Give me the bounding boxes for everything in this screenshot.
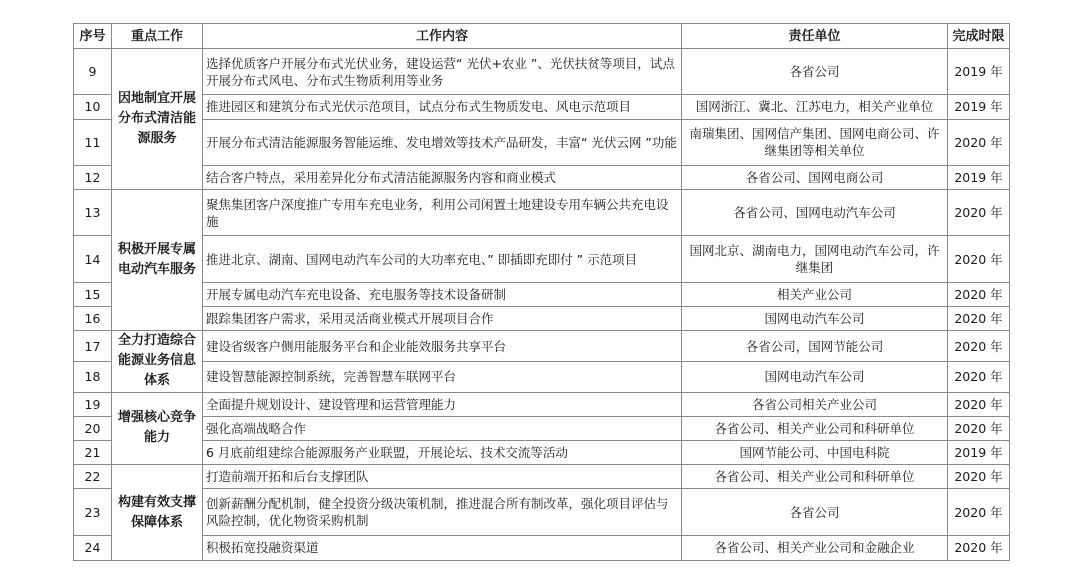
table-row (74, 416, 1010, 440)
row-content: 推进北京、湖南、国网电动汽车公司的大功率充电、” 即插即充即付 ” 示范项目 (203, 236, 682, 282)
row-no: 17 (74, 331, 112, 362)
table-row (74, 535, 1010, 560)
table-row (74, 307, 1010, 331)
row-content: 结合客户特点，采用差异化分布式清洁能源服务内容和商业模式 (203, 165, 682, 189)
header-focus: 重点工作 (112, 24, 203, 49)
row-content: 建设省级客户侧用能服务平台和企业能效服务共享平台 (203, 331, 682, 362)
table-row (74, 49, 1010, 95)
row-no: 18 (74, 361, 112, 392)
row-time: 2019 年 (948, 441, 1010, 465)
row-time: 2020 年 (948, 307, 1010, 331)
row-no: 11 (74, 119, 112, 165)
row-unit: 国网电动汽车公司 (682, 361, 948, 392)
category-cell: 全力打造综合能源业务信息体系 (112, 331, 203, 392)
table-row (74, 165, 1010, 189)
row-no: 12 (74, 165, 112, 189)
row-time: 2020 年 (948, 361, 1010, 392)
row-unit: 国网电动汽车公司 (682, 307, 948, 331)
row-time: 2019 年 (948, 49, 1010, 95)
row-time: 2019 年 (948, 165, 1010, 189)
row-content: 推进园区和建筑分布式光伏示范项目，试点分布式生物质发电、风电示范项目 (203, 95, 682, 119)
row-unit: 各省公司 (682, 49, 948, 95)
category-cell: 构建有效支撑保障体系 (112, 465, 203, 561)
row-content: 创新薪酬分配机制，健全投资分级决策机制，推进混合所有制改革，强化项目评估与风险控制，优化物资采购机制 (203, 489, 682, 535)
row-content: 跟踪集团客户需求，采用灵活商业模式开展项目合作 (203, 307, 682, 331)
row-content: 选择优质客户开展分布式光伏业务，建设运营“ 光伏+农业 ”、光伏扶贫等项目，试点开展分布式风电、分布式生物质利用等业务 (203, 49, 682, 95)
table-row (74, 282, 1010, 306)
row-no: 23 (74, 489, 112, 535)
row-unit: 南瑞集团、国网信产集团、国网电商公司、许继集团等相关单位 (682, 119, 948, 165)
row-content: 开展分布式清洁能源服务智能运维、发电增效等技术产品研发，丰富“ 光伏云网 ”功能 (203, 119, 682, 165)
row-unit: 相关产业公司 (682, 282, 948, 306)
header-row (74, 24, 1010, 49)
row-time: 2020 年 (948, 535, 1010, 560)
row-no: 9 (74, 49, 112, 95)
table-row (74, 489, 1010, 535)
row-unit: 各省公司相关产业公司 (682, 392, 948, 416)
row-unit: 各省公司、国网电动汽车公司 (682, 190, 948, 236)
table-row (74, 119, 1010, 165)
row-content: 6 月底前组建综合能源服务产业联盟，开展论坛、技术交流等活动 (203, 441, 682, 465)
row-time: 2020 年 (948, 465, 1010, 489)
row-unit: 各省公司 (682, 489, 948, 535)
row-content: 聚焦集团客户深度推广专用车充电业务，利用公司闲置土地建设专用车辆公共充电设施 (203, 190, 682, 236)
row-time: 2020 年 (948, 489, 1010, 535)
category-cell: 因地制宜开展分布式清洁能源服务 (112, 49, 203, 190)
row-no: 24 (74, 535, 112, 560)
row-time: 2019 年 (948, 95, 1010, 119)
row-unit: 国网节能公司、中国电科院 (682, 441, 948, 465)
row-unit: 各省公司，国网节能公司 (682, 331, 948, 362)
row-no: 16 (74, 307, 112, 331)
row-content: 全面提升规划设计、建设管理和运营管理能力 (203, 392, 682, 416)
row-no: 21 (74, 441, 112, 465)
table-row (74, 190, 1010, 236)
table-row (74, 236, 1010, 282)
header-unit: 责任单位 (682, 24, 948, 49)
table-row (74, 95, 1010, 119)
row-time: 2020 年 (948, 416, 1010, 440)
row-unit: 各省公司、相关产业公司和科研单位 (682, 465, 948, 489)
row-unit: 国网浙江、冀北、江苏电力，相关产业单位 (682, 95, 948, 119)
row-content: 开展专属电动汽车充电设备、充电服务等技术设备研制 (203, 282, 682, 306)
row-content: 打造前端开拓和后台支撑团队 (203, 465, 682, 489)
row-unit: 各省公司、相关产业公司和金融企业 (682, 535, 948, 560)
row-content: 强化高端战略合作 (203, 416, 682, 440)
table-row (74, 361, 1010, 392)
table-row (74, 465, 1010, 489)
row-time: 2020 年 (948, 282, 1010, 306)
row-time: 2020 年 (948, 236, 1010, 282)
row-no: 22 (74, 465, 112, 489)
row-no: 10 (74, 95, 112, 119)
row-no: 14 (74, 236, 112, 282)
row-unit: 国网北京、湖南电力，国网电动汽车公司，许继集团 (682, 236, 948, 282)
table-row (74, 441, 1010, 465)
row-no: 13 (74, 190, 112, 236)
row-unit: 各省公司、国网电商公司 (682, 165, 948, 189)
row-time: 2020 年 (948, 190, 1010, 236)
table-row (74, 392, 1010, 416)
table-row (74, 331, 1010, 362)
row-no: 20 (74, 416, 112, 440)
category-cell: 积极开展专属电动汽车服务 (112, 190, 203, 331)
row-time: 2020 年 (948, 392, 1010, 416)
row-time: 2020 年 (948, 119, 1010, 165)
row-content: 建设智慧能源控制系统，完善智慧车联网平台 (203, 361, 682, 392)
row-unit: 各省公司、相关产业公司和科研单位 (682, 416, 948, 440)
header-time: 完成时限 (948, 24, 1010, 49)
row-no: 19 (74, 392, 112, 416)
category-cell: 增强核心竞争能力 (112, 392, 203, 465)
work-plan-table (73, 23, 1010, 561)
header-no: 序号 (74, 24, 112, 49)
row-time: 2020 年 (948, 331, 1010, 362)
row-no: 15 (74, 282, 112, 306)
header-content: 工作内容 (203, 24, 682, 49)
row-content: 积极拓宽投融资渠道 (203, 535, 682, 560)
